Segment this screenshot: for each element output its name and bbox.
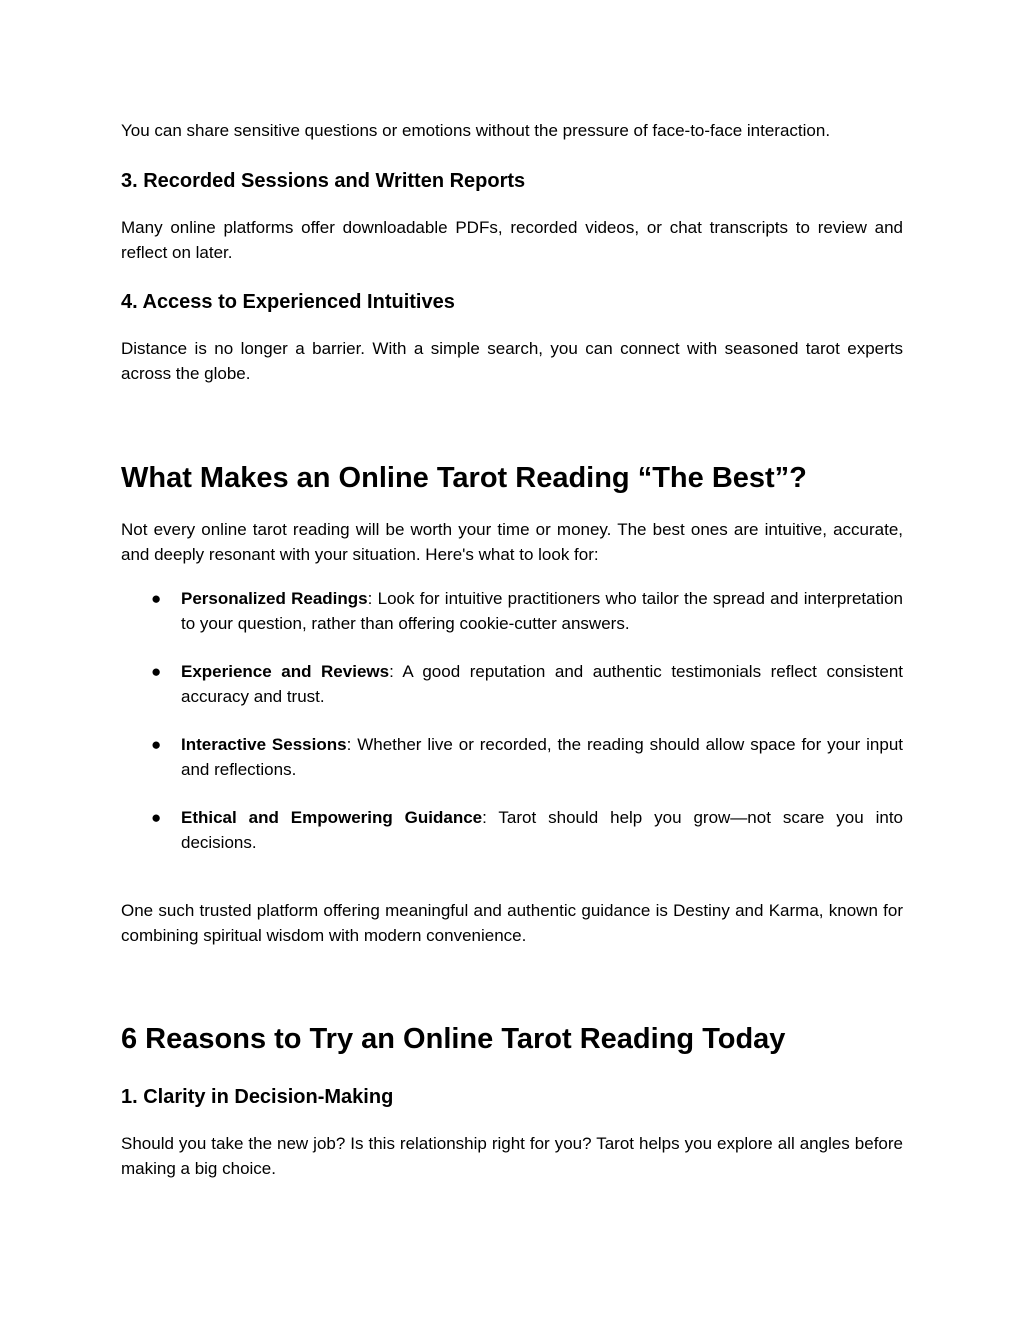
bullet-text xyxy=(181,660,903,709)
best-section-heading: What Makes an Online Tarot Reading “The Best”? xyxy=(121,462,807,494)
reason-1-heading: 1. Clarity in Decision-Making xyxy=(121,1086,394,1108)
reasons-section-heading: 6 Reasons to Try an Online Tarot Reading Today xyxy=(121,1023,786,1055)
bullet-term: Interactive Sessions xyxy=(181,735,347,754)
bullet-text xyxy=(181,733,903,782)
best-section-intro: Not every online tarot reading will be worth your time or money. The best ones are intuitive, accurate, and deeply resonant with your situation. Here's what to look for: xyxy=(121,520,903,564)
benefit-4-paragraph: Distance is no longer a barrier. With a simple search, you can connect with seasoned tarot experts across the globe. xyxy=(121,339,903,383)
benefit-3-paragraph: Many online platforms offer downloadable PDFs, recorded videos, or chat transcripts to review and reflect on later. xyxy=(121,218,903,262)
bullet-text xyxy=(181,806,903,855)
bullet-icon: ● xyxy=(151,735,162,754)
benefit-3-heading: 3. Recorded Sessions and Written Reports xyxy=(121,170,526,192)
privacy-paragraph: You can share sensitive questions or emotions without the pressure of face-to-face interaction. xyxy=(121,121,831,140)
bullet-text xyxy=(181,587,903,636)
bullet-icon: ● xyxy=(151,808,162,827)
bullet-description: : Whether live or recorded, the reading should allow space for your input and reflections. xyxy=(181,735,904,779)
bullet-description: : Tarot should help you grow—not scare you into decisions. xyxy=(181,808,903,852)
reason-1-paragraph: Should you take the new job? Is this relationship right for you? Tarot helps you explore all angles before making a big choice. xyxy=(121,1134,903,1178)
bullet-description: : A good reputation and authentic testimonials reflect consistent accuracy and trust. xyxy=(181,662,903,706)
benefit-4-heading: 4. Access to Experienced Intuitives xyxy=(121,291,455,313)
bullet-term: Personalized Readings xyxy=(181,589,368,608)
bullet-icon: ● xyxy=(151,589,162,608)
closing-paragraph: One such trusted platform offering meaningful and authentic guidance is Destiny and Karma, known for combining spiritual wisdom with modern convenience. xyxy=(121,901,903,945)
bullet-term: Ethical and Empowering Guidance xyxy=(181,808,483,827)
bullet-description: : Look for intuitive practitioners who tailor the spread and interpretation to your question, rather than offering cookie-cutter answers. xyxy=(181,589,903,633)
bullet-term: Experience and Reviews xyxy=(181,662,390,681)
bullet-icon: ● xyxy=(151,662,162,681)
